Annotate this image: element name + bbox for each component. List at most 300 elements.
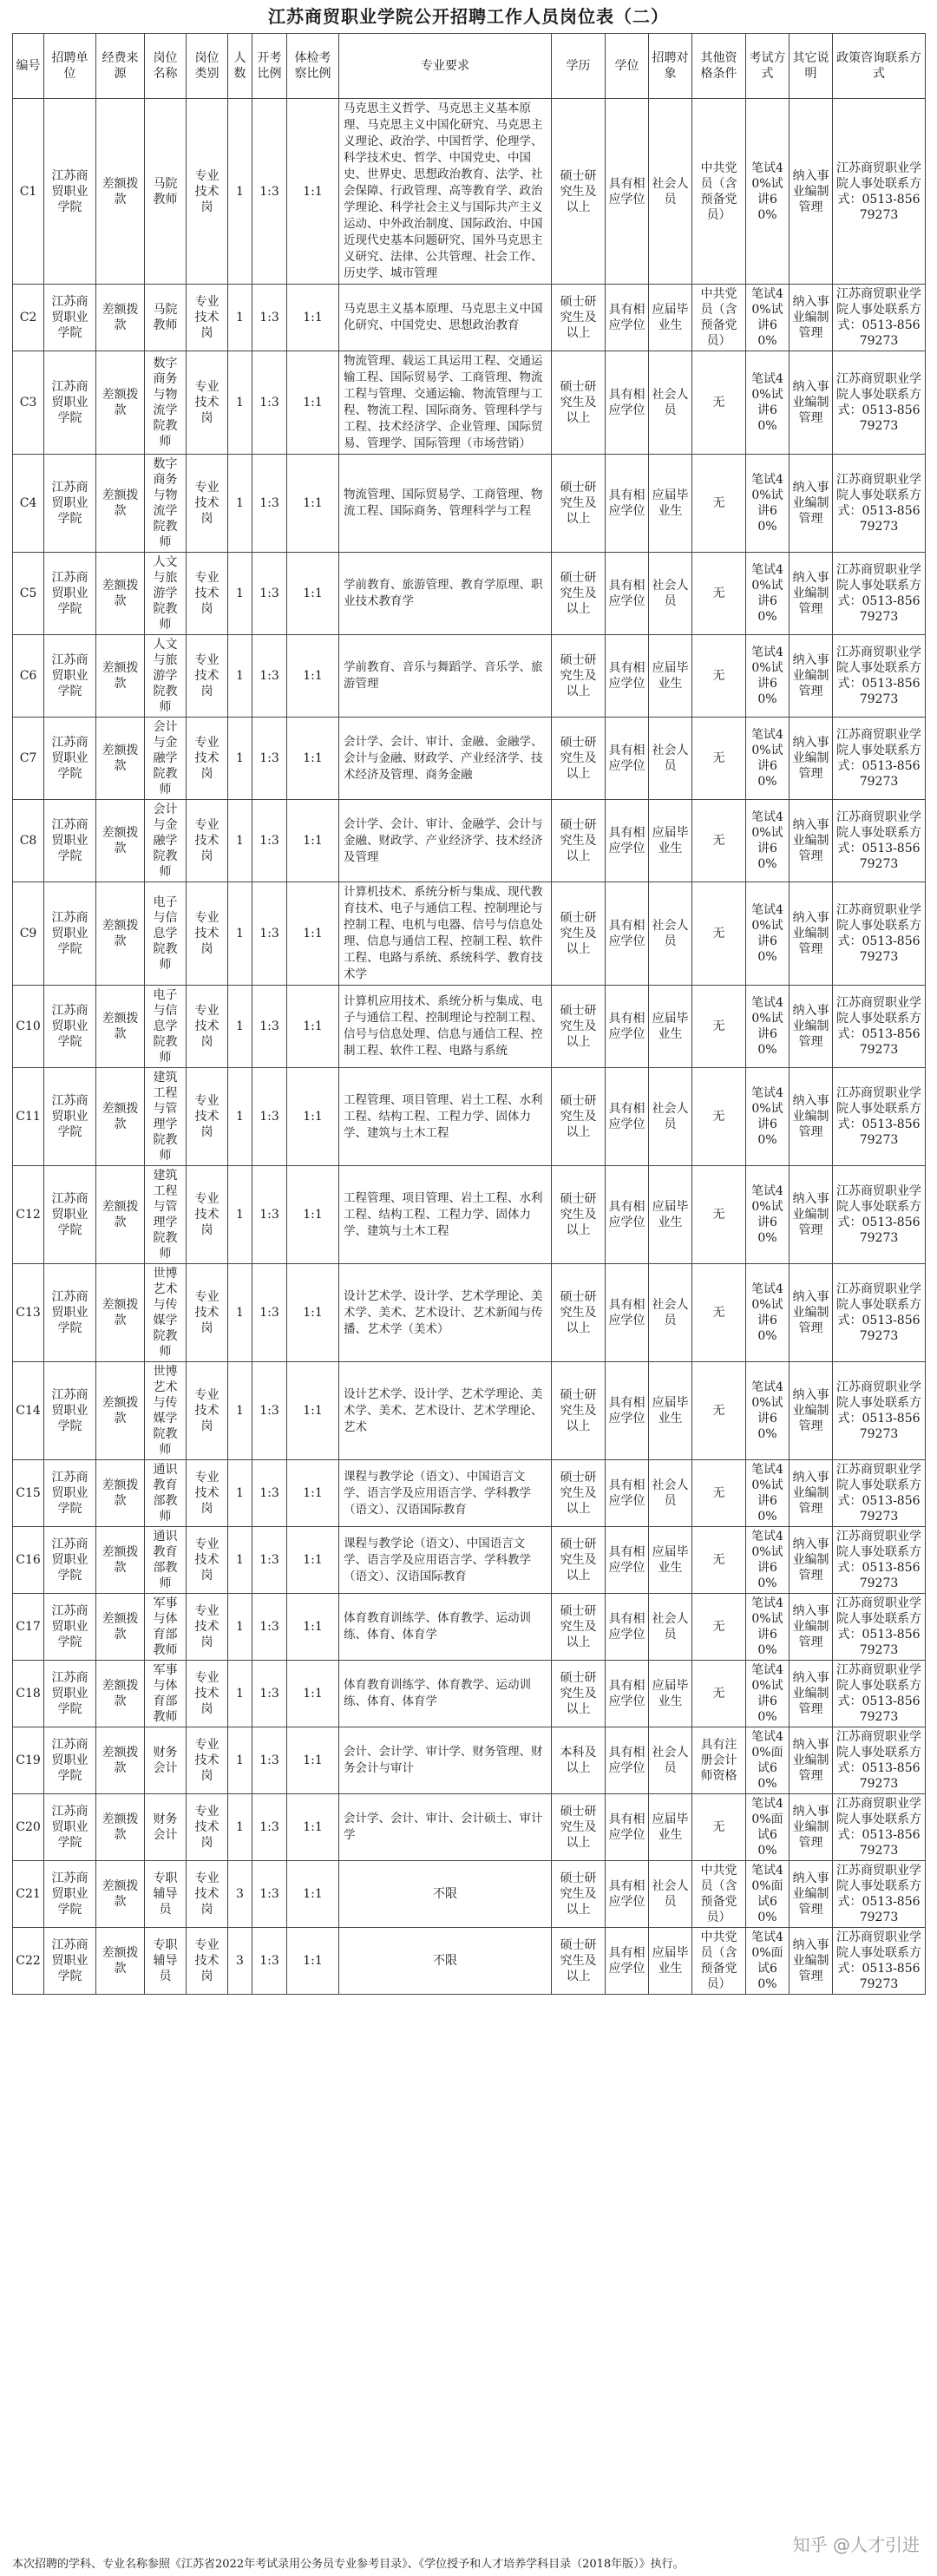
cell-position: 专职辅导员 (145, 1928, 187, 1995)
cell-degree: 具有相应学位 (606, 351, 649, 455)
cell-exam: 笔试40%试讲60% (746, 1460, 790, 1527)
cell-unit: 江苏商贸职业学院 (44, 1460, 96, 1527)
cell-contact: 江苏商贸职业学院人事处联系方式：0513-85679273 (833, 455, 926, 553)
cell-exam: 笔试40%试讲60% (746, 1362, 790, 1460)
cell-requirement: 马克思主义基本原理、马克思主义中国化研究、中国党史、思想政治教育 (339, 285, 552, 351)
cell-requirement: 不限 (339, 1861, 552, 1928)
cell-target: 应届毕业生 (649, 1527, 692, 1594)
cell-education: 硕士研究生及以上 (552, 1928, 606, 1995)
cell-other: 无 (692, 1460, 746, 1527)
cell-education: 硕士研究生及以上 (552, 1362, 606, 1460)
cell-check: 1:1 (287, 1727, 339, 1794)
cell-education: 硕士研究生及以上 (552, 1166, 606, 1264)
cell-exam: 笔试40%试讲60% (746, 718, 790, 800)
cell-position: 专职辅导员 (145, 1861, 187, 1928)
cell-count: 1 (228, 800, 252, 882)
cell-category: 专业技术岗 (187, 1527, 228, 1594)
cell-position: 建筑工程与管理学院教师 (145, 1166, 187, 1264)
cell-ratio: 1:3 (252, 882, 287, 986)
cell-other: 中共党员（含预备党员） (692, 1928, 746, 1995)
cell-contact: 江苏商贸职业学院人事处联系方式：0513-85679273 (833, 1794, 926, 1861)
cell-remark: 纳入事业编制管理 (790, 1527, 833, 1594)
cell-other: 中共党员（含预备党员） (692, 99, 746, 285)
cell-category: 专业技术岗 (187, 553, 228, 635)
cell-degree: 具有相应学位 (606, 1861, 649, 1928)
cell-degree: 具有相应学位 (606, 986, 649, 1068)
cell-exam: 笔试40%试讲60% (746, 455, 790, 553)
cell-contact: 江苏商贸职业学院人事处联系方式：0513-85679273 (833, 1527, 926, 1594)
cell-funding: 差额拨款 (96, 553, 145, 635)
cell-count: 1 (228, 718, 252, 800)
cell-funding: 差额拨款 (96, 1068, 145, 1166)
table-row (13, 1068, 926, 1166)
header-cell: 其他资格条件 (692, 34, 746, 99)
cell-position: 会计与金融学院教师 (145, 718, 187, 800)
cell-ratio: 1:3 (252, 1727, 287, 1794)
cell-unit: 江苏商贸职业学院 (44, 99, 96, 285)
cell-education: 硕士研究生及以上 (552, 1594, 606, 1661)
cell-contact: 江苏商贸职业学院人事处联系方式：0513-85679273 (833, 1362, 926, 1460)
cell-ratio: 1:3 (252, 99, 287, 285)
cell-exam: 笔试40%面试60% (746, 1794, 790, 1861)
cell-requirement: 学前教育、旅游管理、教育学原理、职业技术教育学 (339, 553, 552, 635)
cell-requirement: 工程管理、项目管理、岩土工程、水利工程、结构工程、工程力学、固体力学、建筑与土木工程 (339, 1068, 552, 1166)
table-row (13, 1264, 926, 1362)
cell-category: 专业技术岗 (187, 455, 228, 553)
cell-requirement: 会计、会计学、审计学、财务管理、财务会计与审计 (339, 1727, 552, 1794)
cell-degree: 具有相应学位 (606, 455, 649, 553)
cell-remark: 纳入事业编制管理 (790, 99, 833, 285)
cell-category: 专业技术岗 (187, 285, 228, 351)
cell-category: 专业技术岗 (187, 1794, 228, 1861)
cell-other: 无 (692, 718, 746, 800)
cell-target: 社会人员 (649, 1460, 692, 1527)
cell-exam: 笔试40%面试60% (746, 1727, 790, 1794)
cell-education: 硕士研究生及以上 (552, 1264, 606, 1362)
cell-requirement: 体育教育训练学、体育教学、运动训练、体育、体育学 (339, 1661, 552, 1727)
cell-position: 通识教育部教师 (145, 1460, 187, 1527)
cell-funding: 差额拨款 (96, 1727, 145, 1794)
cell-contact: 江苏商贸职业学院人事处联系方式：0513-85679273 (833, 882, 926, 986)
cell-check: 1:1 (287, 635, 339, 718)
cell-remark: 纳入事业编制管理 (790, 635, 833, 718)
cell-other: 中共党员（含预备党员） (692, 1861, 746, 1928)
cell-other: 无 (692, 800, 746, 882)
cell-id: C16 (13, 1527, 44, 1594)
cell-education: 硕士研究生及以上 (552, 882, 606, 986)
cell-requirement: 会计学、会计、审计、会计硕士、审计学 (339, 1794, 552, 1861)
cell-target: 社会人员 (649, 1594, 692, 1661)
cell-ratio: 1:3 (252, 285, 287, 351)
table-row (13, 1661, 926, 1727)
cell-count: 1 (228, 1166, 252, 1264)
cell-education: 硕士研究生及以上 (552, 1460, 606, 1527)
table-title: 江苏商贸职业学院公开招聘工作人员岗位表（二） (268, 6, 669, 27)
header-cell: 其它说明 (790, 34, 833, 99)
table-row (13, 553, 926, 635)
cell-ratio: 1:3 (252, 986, 287, 1068)
cell-ratio: 1:3 (252, 553, 287, 635)
cell-ratio: 1:3 (252, 1166, 287, 1264)
cell-id: C7 (13, 718, 44, 800)
cell-unit: 江苏商贸职业学院 (44, 882, 96, 986)
cell-id: C12 (13, 1166, 44, 1264)
cell-position: 电子与信息学院教师 (145, 986, 187, 1068)
cell-count: 1 (228, 1527, 252, 1594)
cell-unit: 江苏商贸职业学院 (44, 351, 96, 455)
cell-other: 无 (692, 1527, 746, 1594)
header-cell: 学历 (552, 34, 606, 99)
cell-position: 人文与旅游学院教师 (145, 635, 187, 718)
cell-remark: 纳入事业编制管理 (790, 1928, 833, 1995)
cell-funding: 差额拨款 (96, 1594, 145, 1661)
cell-target: 社会人员 (649, 351, 692, 455)
cell-position: 军事与体育部教师 (145, 1594, 187, 1661)
cell-count: 3 (228, 1928, 252, 1995)
cell-count: 3 (228, 1861, 252, 1928)
cell-requirement: 工程管理、项目管理、岩土工程、水利工程、结构工程、工程力学、固体力学、建筑与土木工程 (339, 1166, 552, 1264)
cell-degree: 具有相应学位 (606, 1166, 649, 1264)
cell-funding: 差额拨款 (96, 1264, 145, 1362)
cell-id: C4 (13, 455, 44, 553)
cell-other: 无 (692, 553, 746, 635)
cell-requirement: 马克思主义哲学、马克思主义基本原理、马克思主义中国化研究、马克思主义理论、政治学、中国哲学、伦理学、科学技术史、哲学、中国党史、中国史、世界史、思想政治教育、法学、社会保障、行政管理、高等教育学、政治学理论、科学社会主义与国际共产主义运动、中外政治制度、国际政治、中国近现代史基本问题研究、国外马克思主义研究、法律、公共管理、社会工作、历史学、城市管理 (339, 99, 552, 285)
cell-category: 专业技术岗 (187, 1264, 228, 1362)
cell-remark: 纳入事业编制管理 (790, 1794, 833, 1861)
cell-degree: 具有相应学位 (606, 1928, 649, 1995)
cell-category: 专业技术岗 (187, 1928, 228, 1995)
cell-exam: 笔试40%试讲60% (746, 1264, 790, 1362)
header-cell: 招聘单位 (44, 34, 96, 99)
cell-ratio: 1:3 (252, 1594, 287, 1661)
cell-id: C5 (13, 553, 44, 635)
cell-category: 专业技术岗 (187, 351, 228, 455)
cell-funding: 差额拨款 (96, 285, 145, 351)
cell-requirement: 计算机应用技术、系统分析与集成、电子与通信工程、控制理论与控制工程、信号与信息处理、信息与通信工程、控制工程、软件工程、电路与系统 (339, 986, 552, 1068)
cell-exam: 笔试40%试讲60% (746, 1527, 790, 1594)
cell-contact: 江苏商贸职业学院人事处联系方式：0513-85679273 (833, 1594, 926, 1661)
cell-check: 1:1 (287, 1794, 339, 1861)
cell-degree: 具有相应学位 (606, 800, 649, 882)
cell-education: 硕士研究生及以上 (552, 986, 606, 1068)
cell-remark: 纳入事业编制管理 (790, 800, 833, 882)
cell-id: C6 (13, 635, 44, 718)
cell-contact: 江苏商贸职业学院人事处联系方式：0513-85679273 (833, 718, 926, 800)
cell-funding: 差额拨款 (96, 99, 145, 285)
cell-exam: 笔试40%试讲60% (746, 635, 790, 718)
cell-id: C20 (13, 1794, 44, 1861)
cell-unit: 江苏商贸职业学院 (44, 1861, 96, 1928)
cell-education: 硕士研究生及以上 (552, 635, 606, 718)
cell-exam: 笔试40%试讲60% (746, 882, 790, 986)
cell-degree: 具有相应学位 (606, 635, 649, 718)
cell-remark: 纳入事业编制管理 (790, 1661, 833, 1727)
cell-target: 社会人员 (649, 1861, 692, 1928)
header-cell: 开考比例 (252, 34, 287, 99)
cell-target: 社会人员 (649, 718, 692, 800)
cell-position: 电子与信息学院教师 (145, 882, 187, 986)
cell-contact: 江苏商贸职业学院人事处联系方式：0513-85679273 (833, 351, 926, 455)
cell-ratio: 1:3 (252, 1928, 287, 1995)
cell-position: 建筑工程与管理学院教师 (145, 1068, 187, 1166)
cell-unit: 江苏商贸职业学院 (44, 1928, 96, 1995)
cell-target: 应届毕业生 (649, 1362, 692, 1460)
cell-ratio: 1:3 (252, 1794, 287, 1861)
cell-ratio: 1:3 (252, 1460, 287, 1527)
table-row (13, 351, 926, 455)
cell-check: 1:1 (287, 1861, 339, 1928)
table-body (13, 99, 926, 1995)
cell-requirement: 会计学、会计、审计、金融学、会计与金融、财政学、产业经济学、技术经济及管理 (339, 800, 552, 882)
cell-check: 1:1 (287, 800, 339, 882)
cell-education: 硕士研究生及以上 (552, 285, 606, 351)
cell-unit: 江苏商贸职业学院 (44, 1594, 96, 1661)
cell-remark: 纳入事业编制管理 (790, 882, 833, 986)
cell-target: 社会人员 (649, 1264, 692, 1362)
cell-degree: 具有相应学位 (606, 718, 649, 800)
table-row (13, 635, 926, 718)
cell-count: 1 (228, 351, 252, 455)
table-row (13, 986, 926, 1068)
cell-requirement: 体育教育训练学、体育教学、运动训练、体育、体育学 (339, 1594, 552, 1661)
cell-education: 硕士研究生及以上 (552, 99, 606, 285)
cell-category: 专业技术岗 (187, 882, 228, 986)
cell-degree: 具有相应学位 (606, 1460, 649, 1527)
cell-category: 专业技术岗 (187, 800, 228, 882)
cell-id: C8 (13, 800, 44, 882)
cell-count: 1 (228, 1594, 252, 1661)
cell-education: 硕士研究生及以上 (552, 1068, 606, 1166)
cell-category: 专业技术岗 (187, 1594, 228, 1661)
cell-requirement: 会计学、会计、审计、金融、金融学、会计与金融、财政学、产业经济学、技术经济及管理、商务金融 (339, 718, 552, 800)
cell-id: C9 (13, 882, 44, 986)
cell-position: 马院教师 (145, 99, 187, 285)
table-row (13, 800, 926, 882)
cell-requirement: 设计艺术学、设计学、艺术学理论、美术学、美术、艺术设计、艺术新闻与传播、艺术学（美术） (339, 1264, 552, 1362)
cell-other: 无 (692, 351, 746, 455)
cell-position: 数字商务与物流学院教师 (145, 351, 187, 455)
table-row (13, 455, 926, 553)
cell-id: C17 (13, 1594, 44, 1661)
cell-ratio: 1:3 (252, 351, 287, 455)
cell-check: 1:1 (287, 351, 339, 455)
table-row (13, 1527, 926, 1594)
cell-other: 无 (692, 1661, 746, 1727)
cell-position: 世博艺术与传媒学院教师 (145, 1362, 187, 1460)
cell-requirement: 学前教育、音乐与舞蹈学、音乐学、旅游管理 (339, 635, 552, 718)
cell-unit: 江苏商贸职业学院 (44, 718, 96, 800)
cell-check: 1:1 (287, 1166, 339, 1264)
table-row (13, 99, 926, 285)
cell-funding: 差额拨款 (96, 800, 145, 882)
cell-id: C10 (13, 986, 44, 1068)
cell-unit: 江苏商贸职业学院 (44, 1794, 96, 1861)
cell-funding: 差额拨款 (96, 1166, 145, 1264)
cell-remark: 纳入事业编制管理 (790, 1264, 833, 1362)
cell-requirement: 设计艺术学、设计学、艺术学理论、美术学、美术、艺术设计、艺术学理论、艺术 (339, 1362, 552, 1460)
cell-target: 应届毕业生 (649, 986, 692, 1068)
header-cell: 经费来源 (96, 34, 145, 99)
cell-unit: 江苏商贸职业学院 (44, 1264, 96, 1362)
cell-ratio: 1:3 (252, 1068, 287, 1166)
cell-education: 硕士研究生及以上 (552, 718, 606, 800)
cell-contact: 江苏商贸职业学院人事处联系方式：0513-85679273 (833, 1727, 926, 1794)
cell-education: 硕士研究生及以上 (552, 1861, 606, 1928)
cell-funding: 差额拨款 (96, 455, 145, 553)
table-row (13, 1594, 926, 1661)
cell-check: 1:1 (287, 1928, 339, 1995)
cell-education: 硕士研究生及以上 (552, 351, 606, 455)
cell-category: 专业技术岗 (187, 1861, 228, 1928)
cell-requirement: 不限 (339, 1928, 552, 1995)
cell-exam: 笔试40%面试60% (746, 1861, 790, 1928)
cell-exam: 笔试40%试讲60% (746, 1166, 790, 1264)
cell-check: 1:1 (287, 1661, 339, 1727)
cell-id: C1 (13, 99, 44, 285)
cell-education: 硕士研究生及以上 (552, 1661, 606, 1727)
cell-category: 专业技术岗 (187, 1362, 228, 1460)
cell-degree: 具有相应学位 (606, 553, 649, 635)
cell-count: 1 (228, 1460, 252, 1527)
cell-check: 1:1 (287, 1264, 339, 1362)
header-cell: 招聘对象 (649, 34, 692, 99)
cell-id: C14 (13, 1362, 44, 1460)
header-cell: 政策咨询联系方式 (833, 34, 926, 99)
cell-degree: 具有相应学位 (606, 1264, 649, 1362)
cell-category: 专业技术岗 (187, 1068, 228, 1166)
cell-id: C19 (13, 1727, 44, 1794)
table-row (13, 1166, 926, 1264)
cell-target: 应届毕业生 (649, 800, 692, 882)
cell-count: 1 (228, 1264, 252, 1362)
cell-unit: 江苏商贸职业学院 (44, 285, 96, 351)
cell-check: 1:1 (287, 455, 339, 553)
cell-unit: 江苏商贸职业学院 (44, 1166, 96, 1264)
cell-id: C13 (13, 1264, 44, 1362)
cell-ratio: 1:3 (252, 1527, 287, 1594)
header-cell: 学位 (606, 34, 649, 99)
cell-target: 应届毕业生 (649, 1166, 692, 1264)
cell-exam: 笔试40%试讲60% (746, 800, 790, 882)
cell-id: C15 (13, 1460, 44, 1527)
header-cell: 编号 (13, 34, 44, 99)
cell-requirement: 计算机技术、系统分析与集成、现代教育技术、电子与通信工程、控制理论与控制工程、电机与电器、信号与信息处理、信息与通信工程、控制工程、软件工程、电路与系统、系统科学、教育技术学 (339, 882, 552, 986)
cell-id: C22 (13, 1928, 44, 1995)
cell-contact: 江苏商贸职业学院人事处联系方式：0513-85679273 (833, 635, 926, 718)
header-cell: 专业要求 (339, 34, 552, 99)
cell-remark: 纳入事业编制管理 (790, 1068, 833, 1166)
cell-target: 社会人员 (649, 1727, 692, 1794)
cell-remark: 纳入事业编制管理 (790, 986, 833, 1068)
cell-position: 世博艺术与传媒学院教师 (145, 1264, 187, 1362)
cell-target: 应届毕业生 (649, 1794, 692, 1861)
cell-id: C3 (13, 351, 44, 455)
cell-funding: 差额拨款 (96, 1527, 145, 1594)
cell-funding: 差额拨款 (96, 635, 145, 718)
cell-other: 无 (692, 635, 746, 718)
cell-category: 专业技术岗 (187, 1166, 228, 1264)
cell-count: 1 (228, 1068, 252, 1166)
cell-position: 数字商务与物流学院教师 (145, 455, 187, 553)
cell-position: 军事与体育部教师 (145, 1661, 187, 1727)
table-row (13, 718, 926, 800)
cell-ratio: 1:3 (252, 455, 287, 553)
header-cell: 体检考察比例 (287, 34, 339, 99)
cell-ratio: 1:3 (252, 635, 287, 718)
cell-degree: 具有相应学位 (606, 1727, 649, 1794)
cell-exam: 笔试40%面试60% (746, 1928, 790, 1995)
cell-degree: 具有相应学位 (606, 1794, 649, 1861)
cell-degree: 具有相应学位 (606, 1594, 649, 1661)
cell-degree: 具有相应学位 (606, 1661, 649, 1727)
cell-funding: 差额拨款 (96, 1794, 145, 1861)
header-cell: 岗位名称 (145, 34, 187, 99)
cell-unit: 江苏商贸职业学院 (44, 1068, 96, 1166)
table-row (13, 882, 926, 986)
cell-count: 1 (228, 99, 252, 285)
table-row (13, 1861, 926, 1928)
header-cell: 考试方式 (746, 34, 790, 99)
cell-contact: 江苏商贸职业学院人事处联系方式：0513-85679273 (833, 99, 926, 285)
cell-target: 应届毕业生 (649, 1661, 692, 1727)
cell-count: 1 (228, 553, 252, 635)
cell-degree: 具有相应学位 (606, 882, 649, 986)
cell-ratio: 1:3 (252, 1861, 287, 1928)
cell-category: 专业技术岗 (187, 1727, 228, 1794)
cell-check: 1:1 (287, 1527, 339, 1594)
cell-funding: 差额拨款 (96, 986, 145, 1068)
cell-education: 本科及以上 (552, 1727, 606, 1794)
cell-unit: 江苏商贸职业学院 (44, 800, 96, 882)
cell-check: 1:1 (287, 99, 339, 285)
cell-unit: 江苏商贸职业学院 (44, 1527, 96, 1594)
cell-id: C11 (13, 1068, 44, 1166)
cell-other: 具有注册会计师资格 (692, 1727, 746, 1794)
cell-id: C18 (13, 1661, 44, 1727)
cell-count: 1 (228, 986, 252, 1068)
cell-target: 社会人员 (649, 553, 692, 635)
cell-other: 无 (692, 1794, 746, 1861)
cell-check: 1:1 (287, 1068, 339, 1166)
cell-other: 无 (692, 1068, 746, 1166)
cell-remark: 纳入事业编制管理 (790, 1594, 833, 1661)
cell-position: 马院教师 (145, 285, 187, 351)
cell-category: 专业技术岗 (187, 986, 228, 1068)
cell-education: 硕士研究生及以上 (552, 1527, 606, 1594)
cell-other: 无 (692, 1362, 746, 1460)
cell-exam: 笔试40%试讲60% (746, 553, 790, 635)
footnote: 本次招聘的学科、专业名称参照《江苏省2022年考试录用公务员专业参考目录》、《学位授予和人才培养学科目录（2018年版）》执行。 (12, 2558, 685, 2571)
cell-remark: 纳入事业编制管理 (790, 1460, 833, 1527)
cell-contact: 江苏商贸职业学院人事处联系方式：0513-85679273 (833, 1068, 926, 1166)
header-row (13, 34, 926, 99)
cell-other: 无 (692, 1166, 746, 1264)
cell-count: 1 (228, 635, 252, 718)
table-row (13, 1727, 926, 1794)
cell-other: 无 (692, 1264, 746, 1362)
cell-exam: 笔试40%试讲60% (746, 1594, 790, 1661)
cell-category: 专业技术岗 (187, 1661, 228, 1727)
cell-target: 应届毕业生 (649, 285, 692, 351)
cell-funding: 差额拨款 (96, 1362, 145, 1460)
cell-requirement: 课程与教学论（语文）、中国语言文学、语言学及应用语言学、学科教学（语文）、汉语国际教育 (339, 1527, 552, 1594)
cell-remark: 纳入事业编制管理 (790, 1727, 833, 1794)
cell-count: 1 (228, 1794, 252, 1861)
cell-count: 1 (228, 285, 252, 351)
cell-other: 无 (692, 882, 746, 986)
cell-position: 会计与金融学院教师 (145, 800, 187, 882)
cell-contact: 江苏商贸职业学院人事处联系方式：0513-85679273 (833, 1861, 926, 1928)
